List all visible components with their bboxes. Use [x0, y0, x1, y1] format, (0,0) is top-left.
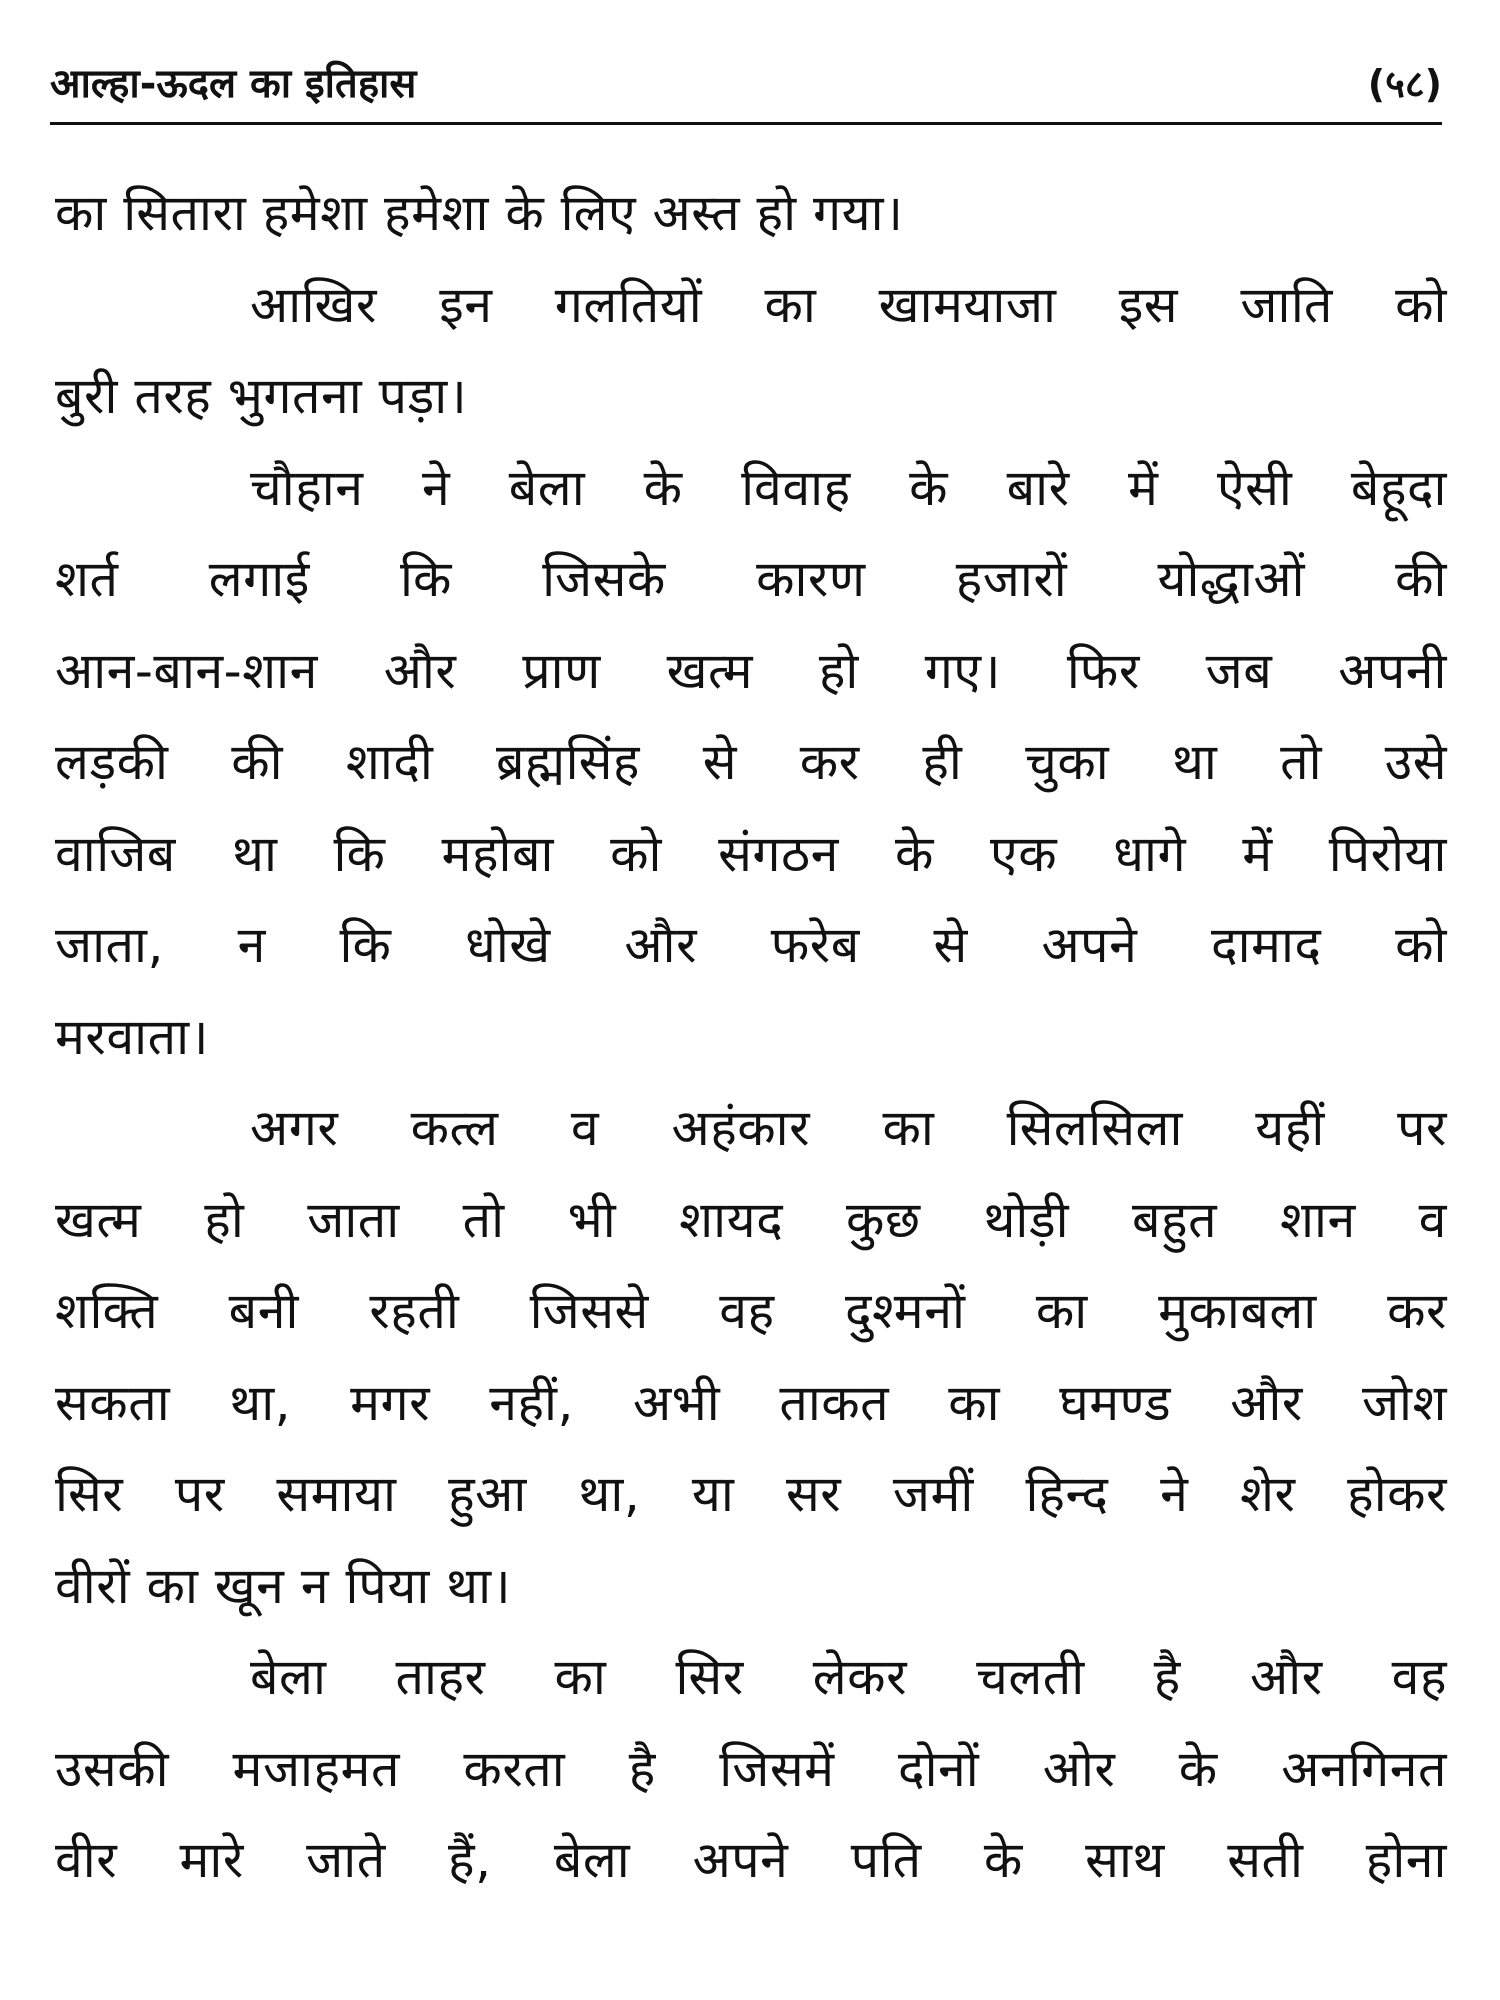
text-line: खत्म हो जाता तो भी शायद कुछ थोड़ी बहुत शान व: [55, 1190, 1447, 1249]
text-line: आन-बान-शान और प्राण खत्म हो गए। फिर जब अपनी: [55, 641, 1447, 700]
text-line: शक्ति बनी रहती जिससे वह दुश्मनों का मुकाबला कर: [55, 1282, 1447, 1340]
text-line: जाता, न कि धोखे और फरेब से अपने दामाद को: [55, 916, 1447, 974]
text-line: मरवाता।: [55, 1007, 209, 1066]
page-number: (५८): [1367, 62, 1442, 106]
text-line: बुरी तरह भुगतना पड़ा।: [55, 367, 468, 425]
page-body: [55, 168, 1447, 1907]
paragraph-3: [55, 443, 1447, 1084]
text-line: शर्त लगाई कि जिसके कारण हजारों योद्धाओं की: [55, 550, 1447, 608]
paragraph-5: [55, 1632, 1447, 1907]
text-line: सिर पर समाया हुआ था, या सर जमीं हिन्द ने शेर होकर: [55, 1465, 1447, 1523]
paragraph-4: [55, 1083, 1447, 1632]
paragraph-1: [55, 168, 1447, 260]
book-title: आल्हा-ऊदल का इतिहास: [50, 61, 417, 107]
text-line: वीर मारे जाते हैं, बेला अपने पति के साथ सती होना: [55, 1831, 1447, 1889]
text-line: सकता था, मगर नहीं, अभी ताकत का घमण्ड और जोश: [55, 1373, 1447, 1432]
text-line: लड़की की शादी ब्रह्मसिंह से कर ही चुका था तो उसे: [55, 733, 1447, 791]
text-line: चौहान ने बेला के विवाह के बारे में ऐसी बेहूदा: [250, 458, 1447, 517]
text-line: का सितारा हमेशा हमेशा के लिए अस्त हो गया।: [55, 184, 904, 242]
text-line: वीरों का खून न पिया था।: [55, 1556, 512, 1615]
paragraph-2: [55, 260, 1447, 443]
text-line: अगर कत्ल व अहंकार का सिलसिला यहीं पर: [250, 1099, 1447, 1157]
text-line: बेला ताहर का सिर लेकर चलती है और वह: [250, 1648, 1447, 1706]
text-line: वाजिब था कि महोबा को संगठन के एक धागे में पिरोया: [55, 824, 1447, 883]
text-line: आखिर इन गलतियों का खामयाजा इस जाति को: [250, 275, 1447, 334]
running-header: [50, 52, 1442, 116]
text-line: उसकी मजाहमत करता है जिसमें दोनों ओर के अनगिनत: [55, 1739, 1447, 1798]
header-divider: [50, 122, 1442, 125]
